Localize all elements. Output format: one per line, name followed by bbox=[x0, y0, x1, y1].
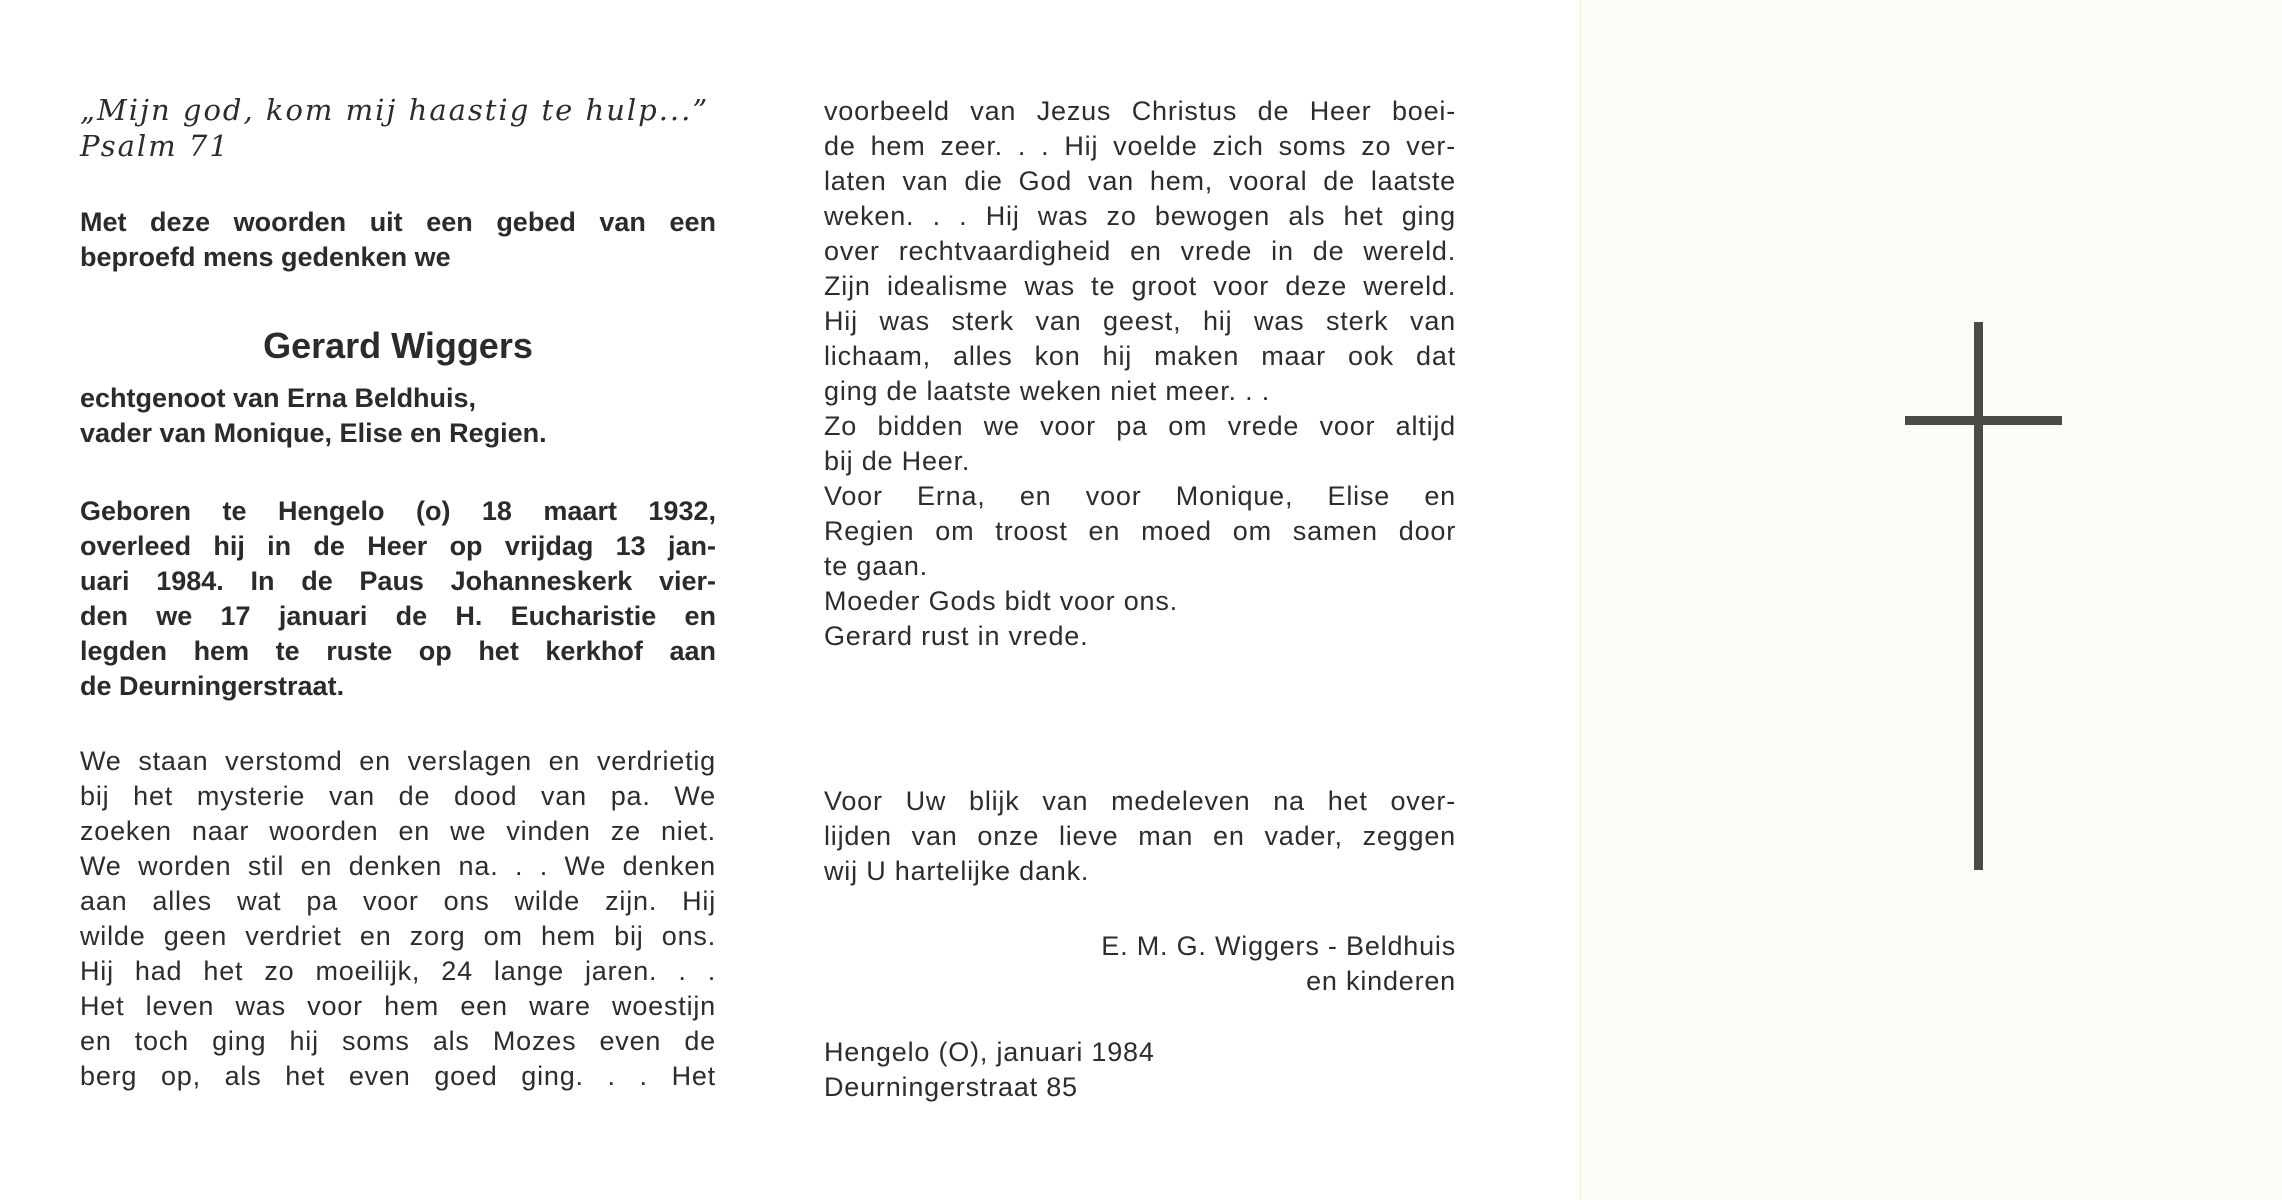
birth-line: Geboren te Hengelo (o) 18 maart 1932, bbox=[80, 496, 716, 526]
continuation-line: Regien om troost en moed om samen door bbox=[824, 516, 1456, 546]
memory-text bbox=[80, 744, 716, 1094]
intro-text bbox=[80, 205, 716, 275]
memory-line: Het leven was voor hem een ware woestijn bbox=[80, 991, 716, 1021]
memory-line: zoeken naar woorden en we vinden ze niet. bbox=[80, 816, 716, 846]
thanks-line: Voor Uw blijk van medeleven na het over- bbox=[824, 786, 1456, 816]
place-and-address bbox=[824, 1035, 1456, 1105]
deceased-name: Gerard Wiggers bbox=[263, 325, 533, 367]
continuation-line: voorbeeld van Jezus Christus de Heer boei- bbox=[824, 96, 1456, 126]
street-address: Deurningerstraat 85 bbox=[824, 1072, 1078, 1102]
memory-line: en toch ging hij soms als Mozes even de bbox=[80, 1026, 716, 1056]
thanks-line: wij U hartelijke dank. bbox=[824, 856, 1090, 886]
continuation-line: ging de laatste weken niet meer. . . bbox=[824, 376, 1271, 406]
continuation-line: bij de Heer. bbox=[824, 446, 971, 476]
memory-line: bij het mysterie van de dood van pa. We bbox=[80, 781, 716, 811]
memory-line: Hij had het zo moeilijk, 24 lange jaren. . . bbox=[80, 956, 716, 986]
continuation-line: de hem zeer. . . Hij voelde zich soms zo ver- bbox=[824, 131, 1456, 161]
memory-continuation bbox=[824, 94, 1456, 654]
continuation-line: Hij was sterk van geest, hij was sterk van bbox=[824, 306, 1456, 336]
continuation-line: te gaan. bbox=[824, 551, 928, 581]
intro-line: beproefd mens gedenken we bbox=[80, 242, 451, 272]
birth-death-details bbox=[80, 494, 716, 704]
quote-text: „Mijn god, kom mij haastig te hulp...” bbox=[80, 93, 710, 127]
psalm-reference: Psalm 71 bbox=[80, 129, 230, 163]
birth-line: uari 1984. In de Paus Johanneskerk vier- bbox=[80, 566, 716, 596]
memory-line: We staan verstomd en verslagen en verdrietig bbox=[80, 746, 716, 776]
cross-icon bbox=[1905, 322, 2065, 870]
signature-name: E. M. G. Wiggers - Beldhuis bbox=[1101, 931, 1456, 961]
relation-line: vader van Monique, Elise en Regien. bbox=[80, 418, 547, 448]
continuation-line: over rechtvaardigheid en vrede in de wereld. bbox=[824, 236, 1456, 266]
continuation-line: weken. . . Hij was zo bewogen als het ging bbox=[824, 201, 1456, 231]
continuation-line: Gerard rust in vrede. bbox=[824, 621, 1089, 651]
memory-line: aan alles wat pa voor ons wilde zijn. Hij bbox=[80, 886, 716, 916]
continuation-line: Moeder Gods bidt voor ons. bbox=[824, 586, 1178, 616]
cross-vertical-bar bbox=[1974, 322, 1983, 870]
family-signature bbox=[824, 929, 1456, 999]
cross-horizontal-bar bbox=[1905, 416, 2062, 425]
birth-line: legden hem te ruste op het kerkhof aan bbox=[80, 636, 716, 666]
relation-line: echtgenoot van Erna Beldhuis, bbox=[80, 383, 477, 413]
place-date: Hengelo (O), januari 1984 bbox=[824, 1037, 1155, 1067]
psalm-quote bbox=[80, 92, 709, 164]
signature-family: en kinderen bbox=[1306, 966, 1456, 996]
family-relation bbox=[80, 381, 716, 451]
continuation-line: Zijn idealisme was te groot voor deze wereld. bbox=[824, 271, 1456, 301]
birth-line: overleed hij in de Heer op vrijdag 13 jan- bbox=[80, 531, 716, 561]
memory-line: We worden stil en denken na. . . We denken bbox=[80, 851, 716, 881]
intro-line: Met deze woorden uit een gebed van een bbox=[80, 207, 716, 237]
thanks-line: lijden van onze lieve man en vader, zeggen bbox=[824, 821, 1456, 851]
continuation-line: Zo bidden we voor pa om vrede voor altijd bbox=[824, 411, 1456, 441]
birth-line: den we 17 januari de H. Eucharistie en bbox=[80, 601, 716, 631]
memory-line: wilde geen verdriet en zorg om hem bij ons. bbox=[80, 921, 716, 951]
memory-line: berg op, als het even goed ging. . . Het bbox=[80, 1061, 716, 1091]
continuation-line: lichaam, alles kon hij maken maar ook dat bbox=[824, 341, 1456, 371]
continuation-line: laten van die God van hem, vooral de laatste bbox=[824, 166, 1456, 196]
birth-line: de Deurningerstraat. bbox=[80, 671, 345, 701]
thanks-message bbox=[824, 784, 1456, 889]
continuation-line: Voor Erna, en voor Monique, Elise en bbox=[824, 481, 1456, 511]
